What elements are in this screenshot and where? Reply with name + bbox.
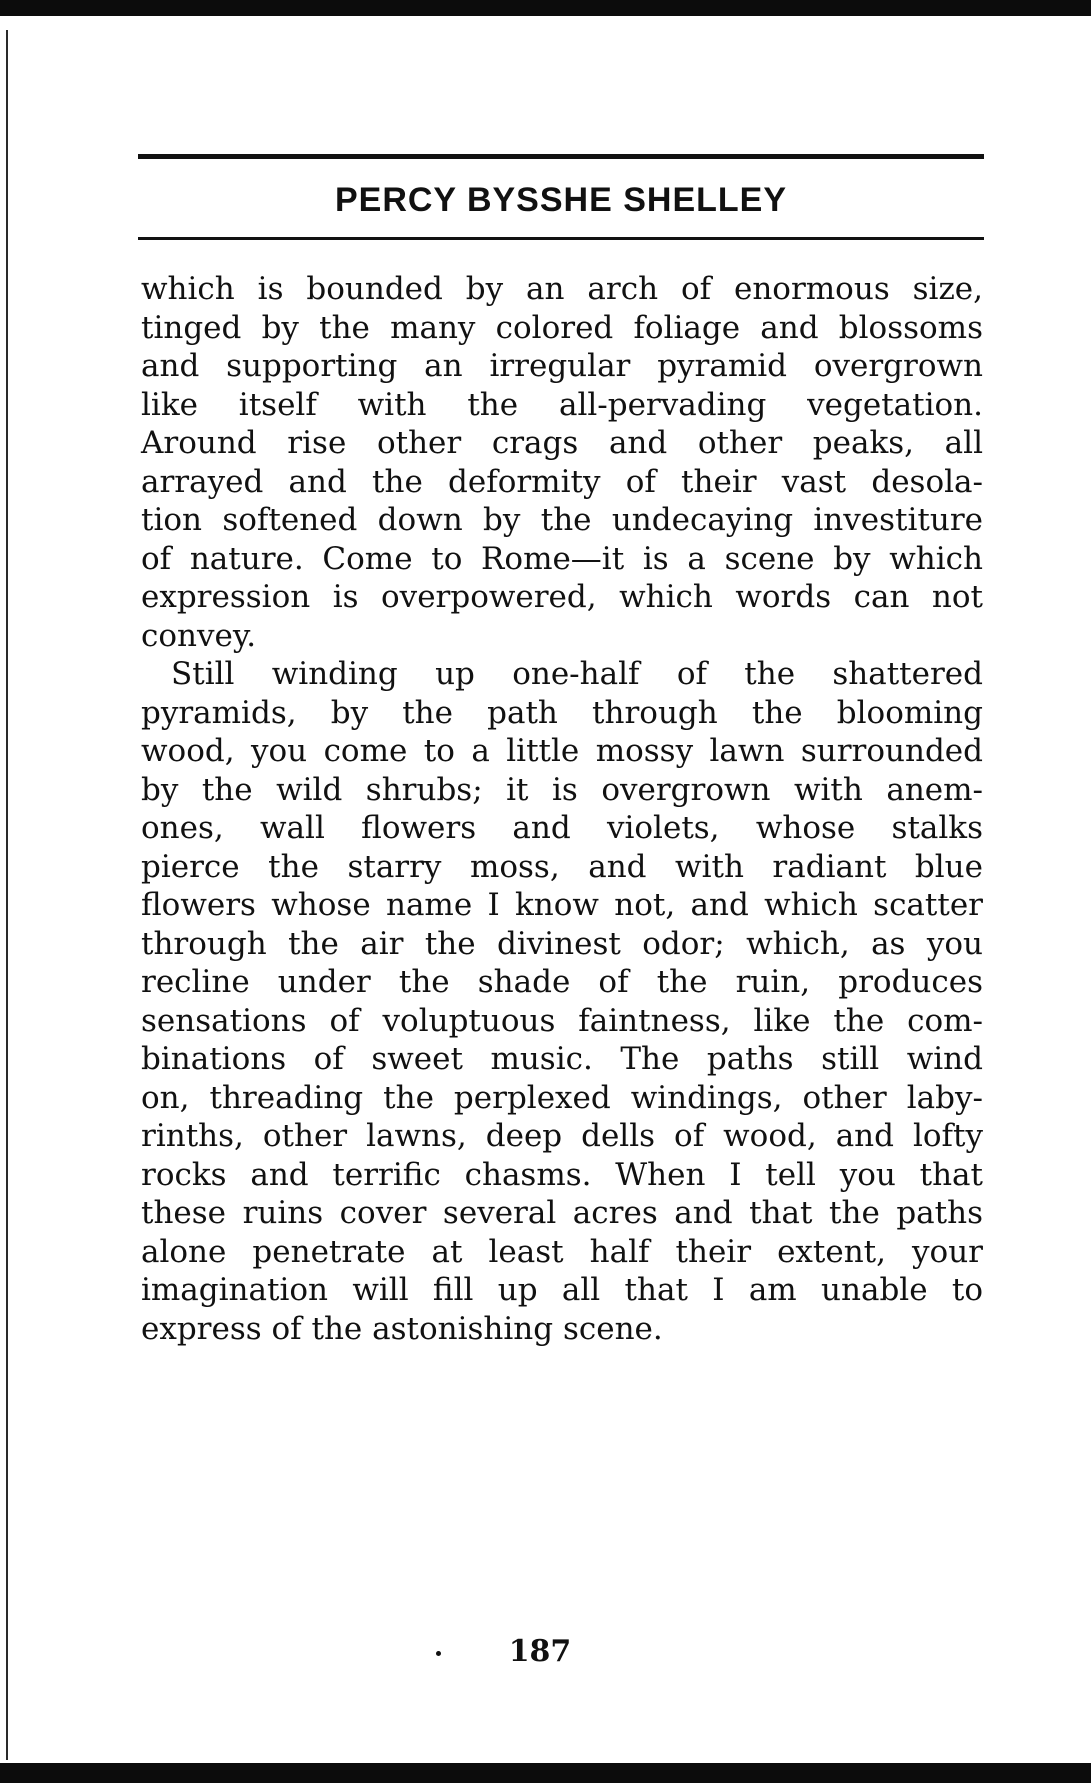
paragraph-start-line: Still winding up one-half of the shattered: [171, 656, 983, 692]
paragraph-end-line: convey.: [141, 617, 257, 654]
bottom-scan-border: [0, 1763, 1091, 1783]
text-line: alone penetrate at least half their extent, your: [141, 1233, 983, 1270]
text-line: flowers whose name I know not, and which scatter: [141, 887, 983, 923]
text-line: through the air the divinest odor; which, as you: [141, 925, 983, 962]
page-number: 187: [508, 1634, 572, 1669]
text-line: by the wild shrubs; it is overgrown with anem-: [141, 771, 983, 808]
text-line: ones, wall flowers and violets, whose stalks: [141, 810, 983, 846]
bullet-dot-icon: [436, 1651, 441, 1656]
text-line: pierce the starry moss, and with radiant blue: [141, 848, 983, 885]
left-page-edge: [6, 30, 8, 1760]
text-line: like itself with the all-pervading vegetation.: [141, 386, 983, 423]
body-text: [141, 270, 983, 1348]
text-line: these ruins cover several acres and that the paths: [141, 1195, 983, 1231]
paragraph-end-line: express of the astonishing scene.: [141, 1310, 663, 1347]
text-line: of nature. Come to Rome—it is a scene by which: [141, 540, 983, 577]
text-line: pyramids, by the path through the blooming: [141, 694, 983, 731]
text-line: recline under the shade of the ruin, produces: [141, 964, 983, 1000]
text-line: rinths, other lawns, deep dells of wood, and lofty: [141, 1118, 983, 1154]
header-rule-top: [138, 154, 984, 159]
text-line: binations of sweet music. The paths still wind: [141, 1041, 983, 1077]
text-line: sensations of voluptuous faintness, like the com-: [141, 1002, 983, 1039]
running-head: PERCY BYSSHE SHELLEY: [334, 181, 788, 219]
text-line: Around rise other crags and other peaks, all: [141, 425, 983, 461]
text-line: wood, you come to a little mossy lawn surrounded: [141, 733, 983, 769]
header-rule-bottom: [138, 237, 984, 240]
text-line: arrayed and the deformity of their vast desola-: [141, 463, 983, 500]
text-line: which is bounded by an arch of enormous size,: [141, 271, 983, 307]
top-scan-border: [0, 0, 1091, 16]
text-line: rocks and terrific chasms. When I tell you that: [141, 1156, 983, 1193]
text-line: expression is overpowered, which words can not: [141, 579, 983, 615]
text-line: tinged by the many colored foliage and blossoms: [141, 309, 983, 346]
text-line: on, threading the perplexed windings, other laby-: [141, 1079, 983, 1116]
text-line: tion softened down by the undecaying investiture: [141, 502, 983, 538]
text-line: imagination will fill up all that I am unable to: [141, 1272, 983, 1308]
text-line: and supporting an irregular pyramid overgrown: [141, 348, 983, 384]
